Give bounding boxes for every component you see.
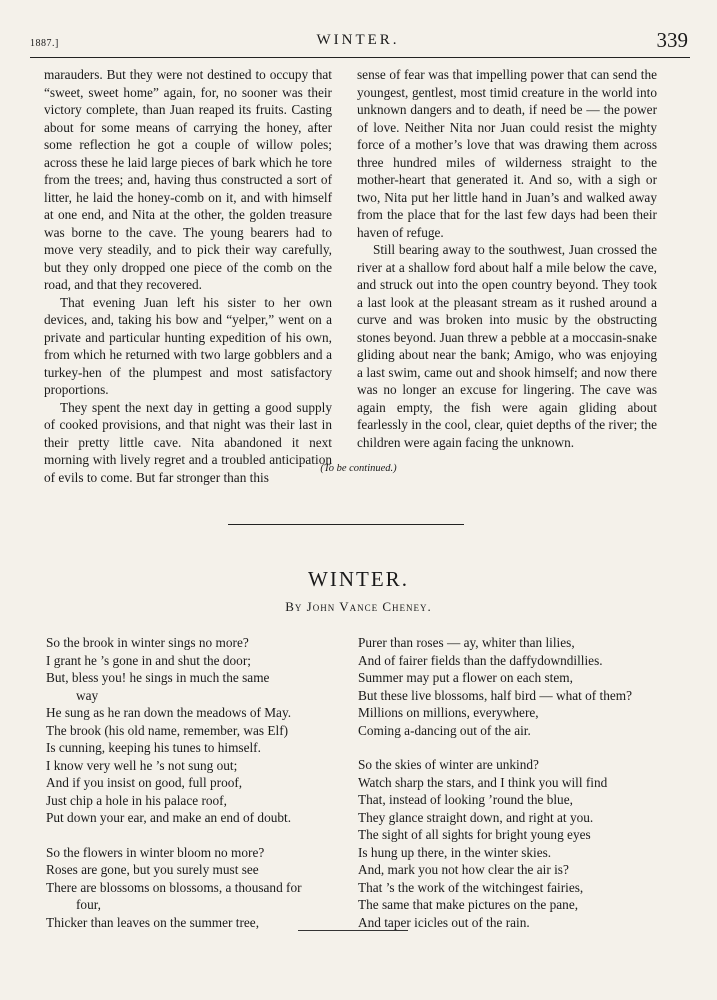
poem-line: So the brook in winter sings no more?: [46, 635, 249, 650]
stanza-gap: [46, 827, 336, 844]
poem-title: WINTER.: [308, 567, 409, 591]
poem-line: I grant he ’s gone in and shut the door;: [46, 652, 251, 668]
poem-line: That ’s the work of the witchingest fairies,: [358, 879, 584, 895]
poem-line: He sung as he ran down the meadows of May.: [46, 705, 292, 720]
stanza-gap: [358, 739, 663, 756]
poem-line: Put down your ear, and make an end of doubt.: [46, 810, 292, 825]
poem-line: And, mark you not how clear the air is?: [358, 862, 569, 877]
poem-line: Just chip a hole in his palace roof,: [46, 792, 227, 808]
poem-line: The same that make pictures on the pane,: [358, 897, 579, 912]
poem-line: So the skies of winter are unkind?: [358, 757, 539, 772]
poem-line: They glance straight down, and right at you.: [358, 809, 594, 825]
poem-byline: By John Vance Cheney.: [285, 599, 432, 614]
poem-column-right: [358, 634, 663, 931]
header-rule: [30, 57, 690, 58]
page-header: [28, 28, 688, 56]
story-column-left: [44, 66, 332, 486]
poem-line: four,: [76, 897, 101, 912]
poem-line: Purer than roses — ay, whiter than lilies,: [358, 635, 575, 650]
poem-line: And taper icicles out of the rain.: [358, 914, 530, 930]
poem-line: Thicker than leaves on the summer tree,: [46, 914, 260, 930]
poem-column-left: [46, 634, 336, 931]
poem-line: But, bless you! he sings in much the same: [46, 670, 270, 685]
poem-line: That, instead of looking ’round the blue,: [358, 792, 573, 807]
to-be-continued-note: (To be continued.): [320, 463, 397, 474]
poem-line: I know very well he ’s not sung out;: [46, 757, 238, 773]
story-column-right: [357, 66, 657, 451]
poem-line: There are blossoms on blossoms, a thousand for: [46, 879, 302, 895]
poem-line: The brook (his old name, remember, was Elf): [46, 722, 289, 738]
story-paragraph: Still bearing away to the southwest, Juan crossed the river at a shallow ford about half a mile below the cave, and struck out into the open country beyond. They took a last look at the pleasant stream as it rushed around a curve and was broken into music by the obstructing stones beyond. Juan threw a pebble at a moccasin-snake gliding about near the bank; Amigo, who was enjoying a last swim, came out and shook himself; and now there was no longer an excuse for lingering. The cave was again empty, the fish were again gliding about fearlessly in the cool, clear, quiet depths of the river; the children were again facing the unknown.: [357, 242, 657, 450]
page-number: 339: [656, 28, 688, 52]
poem-line: Is hung up there, in the winter skies.: [358, 844, 552, 860]
poem-line: Millions on millions, everywhere,: [358, 705, 539, 720]
story-paragraph: That evening Juan left his sister to her own devices, and, taking his bow and “yelper,” went on a private and particular hunting expedition of his own, from which he returned with two large gobblers and a turkey-hen of the plumpest and most satisfactory proportions.: [44, 294, 332, 397]
poem-line: Coming a-dancing out of the air.: [358, 722, 531, 738]
poem-line: But these live blossoms, half bird — what of them?: [358, 687, 633, 703]
poem-line: So the flowers in winter bloom no more?: [46, 844, 265, 860]
poem-line: And if you insist on good, full proof,: [46, 775, 243, 790]
poem-line: And of fairer fields than the daffydowndillies.: [358, 652, 603, 668]
poem-line: Watch sharp the stars, and I think you will find: [358, 774, 608, 790]
story-paragraph: They spent the next day in getting a good supply of cooked provisions, and that night was their last in their pretty little cave. Nita abandoned it next morning with lively regret and a troubled anticipation of evils to come. But far stronger than this: [44, 399, 332, 485]
poem-line: Is cunning, keeping his tunes to himself.: [46, 740, 261, 755]
section-divider: [228, 524, 464, 525]
poem-line: The sight of all sights for bright young eyes: [358, 827, 591, 842]
header-year: 1887.]: [30, 38, 59, 49]
end-rule: [298, 930, 408, 931]
poem-line: Roses are gone, but you surely must see: [46, 862, 259, 877]
story-paragraph: sense of fear was that impelling power that can send the youngest, gentlest, most timid creature in the world into unknown dangers and to death, if need be — the power of love. Neither Nita nor Juan could resist the mighty force of a mother’s love that was drawing them across three hundred miles of wilderness straight to the mother-heart that generated it. And so, with a sigh or two, Nita put her little hand in Juan’s and walked away from the place that for the last few days had been their haven of refuge.: [357, 67, 657, 240]
poem-line: way: [76, 687, 99, 703]
header-title: WINTER.: [316, 32, 400, 48]
poem-line: Summer may put a flower on each stem,: [358, 670, 573, 685]
story-paragraph: marauders. But they were not destined to occupy that “sweet, sweet home” again, for, no sooner was their victory complete, than Juan reaped its fruits. Casting about for some means of carrying the honey, after some reflection he got a couple of willow poles; across these he laid large pieces of bark which he tore from the trees; and, having thus constructed a sort of litter, he laid the honey-comb on it, and with himself at one end, and Nita at the other, the golden treasure was borne to the cave. The young bearers had to move very steadily, and to pick their way carefully, but they only dropped one piece of the comb on the road, and that they recovered.: [44, 67, 332, 292]
